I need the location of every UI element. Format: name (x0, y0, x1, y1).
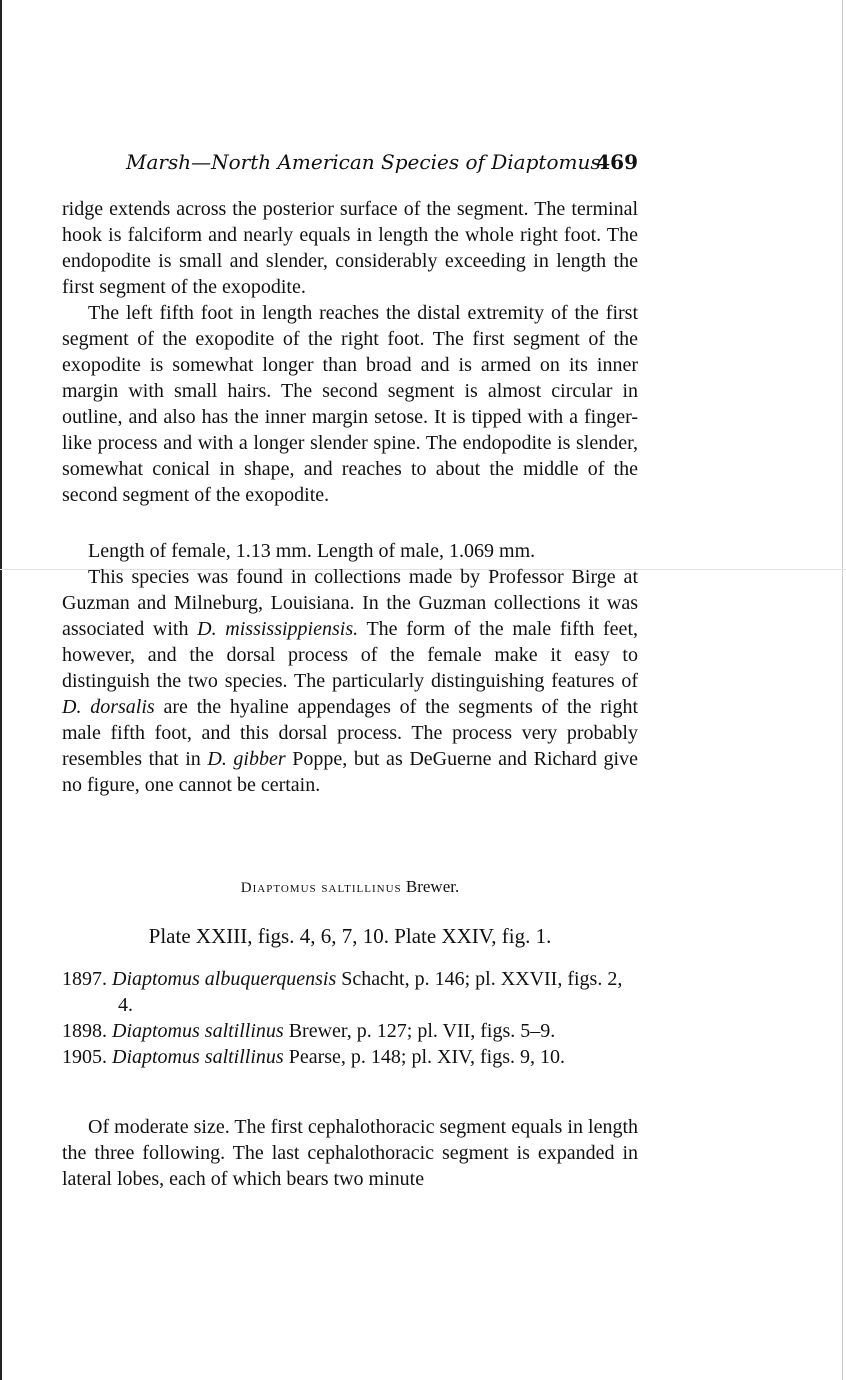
ref-citation: Schacht, p. 146; pl. XXVII, figs. 2, 4. (118, 968, 623, 1016)
text-run: This species was found in collections made by Professor Birge at Guzman and Milneburg, Louisiana. In the Guzman collections it was associated with (62, 566, 638, 640)
page-edge-right (842, 0, 843, 1380)
ref-year: 1898. (62, 1020, 107, 1042)
paragraph-species-found (62, 564, 638, 798)
text-run: are the hyaline appendages of the segments of the right male fifth foot, and this dorsal process. The process very probably resembles that in (62, 696, 639, 770)
plates-reference: Plate XXIII, figs. 4, 6, 7, 10. Plate XXIV, fig. 1. (148, 924, 552, 948)
paragraph-continuation: ridge extends across the posterior surface of the segment. The terminal hook is falciform and nearly equals in length the whole right foot. The endopodite is small and slender, considerably exceeding in length the first segment of the exopodite. (62, 198, 638, 298)
running-title: Marsh—North American Species of Diaptomus. (126, 150, 607, 174)
ref-citation: Pearse, p. 148; pl. XIV, figs. 9, 10. (283, 1046, 565, 1068)
ref-species-name: Diaptomus saltillinus (112, 1046, 284, 1068)
paragraph-length: Length of female, 1.13 mm. Length of male, 1.069 mm. (88, 540, 536, 562)
species-name-italic: D. dorsalis (62, 696, 155, 718)
species-name-italic: D. mississippiensis. (197, 618, 359, 640)
paragraph-left-fifth-foot: The left fifth foot in length reaches the distal extremity of the first segment of the exopodite of the right foot. The first segment of the exopodite is somewhat longer than broad and is armed on its inner margin with small hairs. The second segment is almost circular in outline, and also has the inner margin setose. It is tipped with a finger-like process and with a longer slender spine. The endopodite is slender, somewhat conical in shape, and reaches to about the middle of the second segment of the exopodite. (62, 302, 638, 506)
synonymy-entry (62, 1018, 638, 1044)
ref-citation: Brewer, p. 127; pl. VII, figs. 5–9. (283, 1020, 556, 1042)
ref-year: 1897. (62, 968, 107, 990)
synonymy-entry (62, 966, 638, 1018)
synonymy-list (62, 966, 638, 1070)
ref-species-name: Diaptomus saltillinus (112, 1020, 284, 1042)
species-name-italic: D. gibber (207, 748, 286, 770)
text-run: The form of the male fifth feet, however, and the dorsal process of the female make it easy to distinguish the two species. The particularly distinguishing features of (62, 618, 638, 692)
page-number: 469 (596, 150, 638, 174)
synonymy-entry (62, 1044, 638, 1070)
ref-year: 1905. (62, 1046, 107, 1068)
species-heading-author: Brewer. (405, 877, 460, 896)
ref-species-name: Diaptomus albuquerquensis (112, 968, 337, 990)
text-run: Poppe, but as DeGuerne and Richard give no figure, one cannot be certain. (62, 748, 638, 796)
paragraph-description: Of moderate size. The first cephalothoracic segment equals in length the three following. The last cephalothoracic segment is expanded in lateral lobes, each of which bears two minute (62, 1116, 638, 1190)
species-heading (62, 874, 638, 901)
species-heading-name: Diaptomus saltillinus (240, 880, 402, 896)
running-header (126, 148, 638, 176)
page-edge-left (0, 0, 2, 1380)
